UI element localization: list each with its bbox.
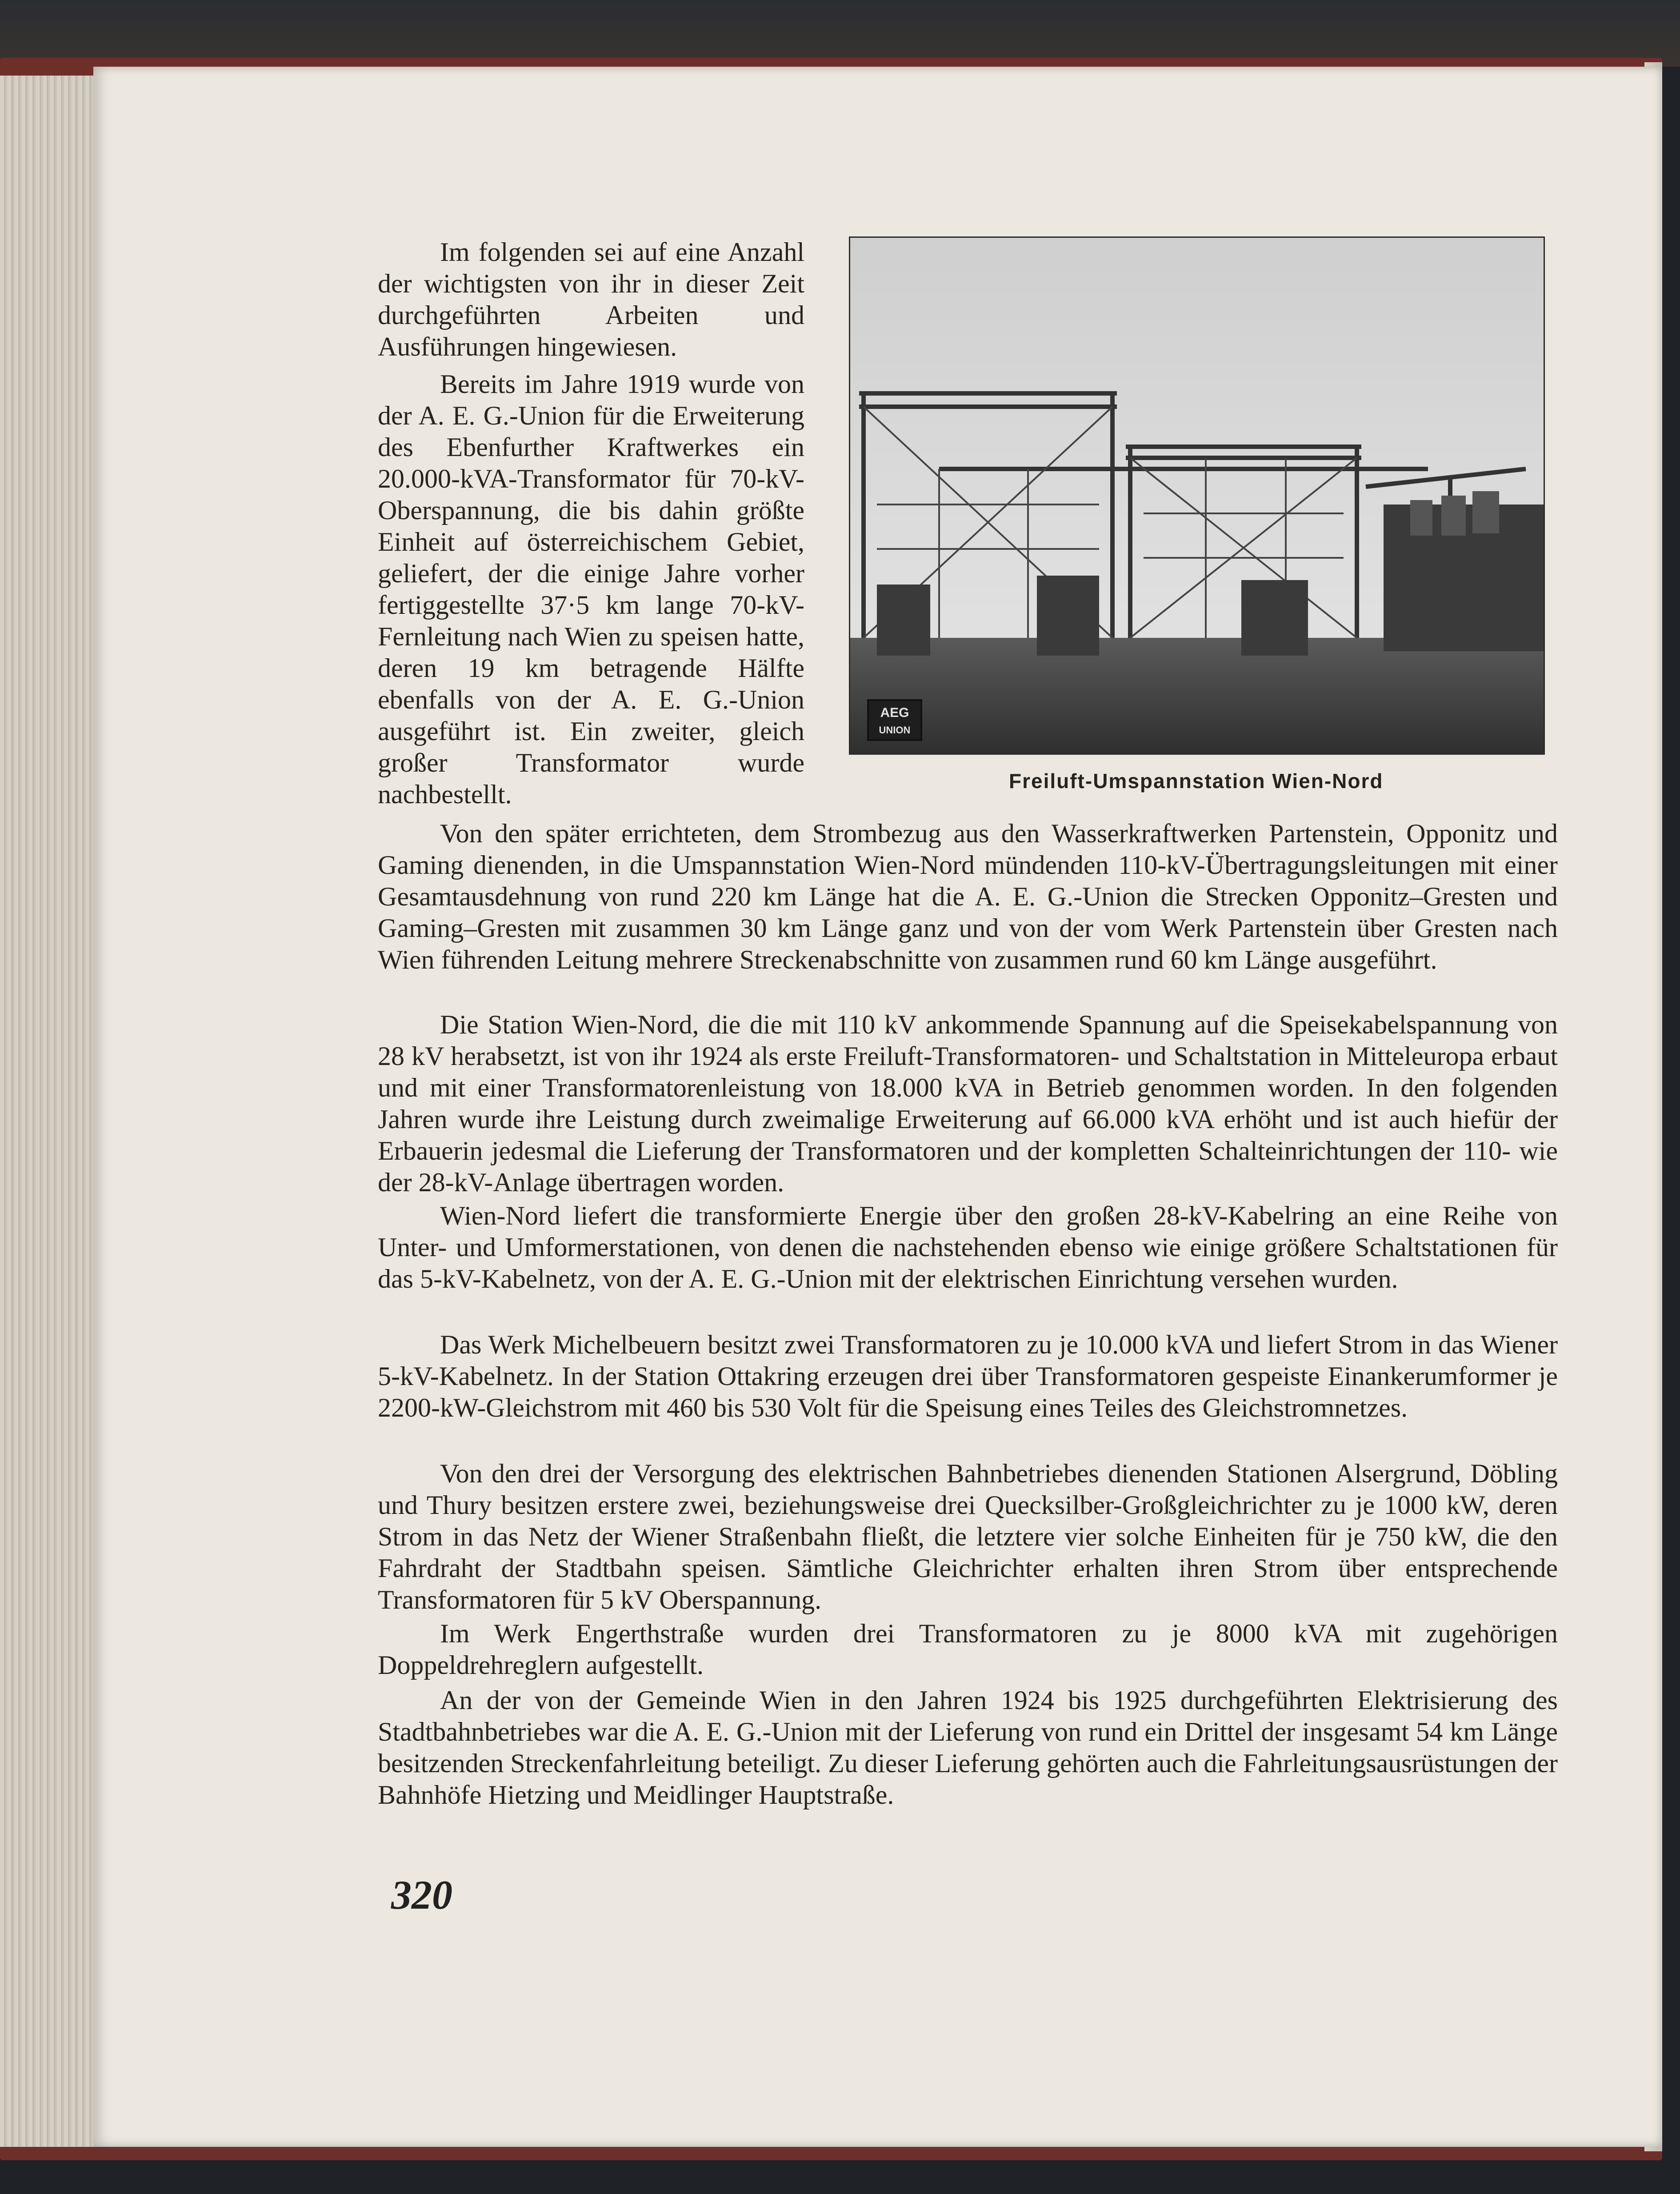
logo-aeg-text: AEG	[880, 705, 909, 720]
paragraph-1: Im folgenden sei auf eine Anzahl der wichtigsten von ihr in dieser Zeit durchgeführten Arbeiten und Ausführungen hingewiesen.	[378, 237, 804, 361]
figure-caption: Freiluft-Umspannstation Wien-Nord	[1009, 769, 1384, 793]
substation-photo	[849, 236, 1545, 755]
paragraph-3: Von den später errichteten, dem Strombezug aus den Wasserkraftwerken Partenstein, Opponitz und Gaming dienenden, in die Umspannstation Wien-Nord mündenden 110-kV-Übertragungsleitungen mit einer Gesamtausdehnung von rund 220 km Länge hat die A. E. G.-Union die Strecken Opponitz–Gresten und Gaming–Gresten mit zusammen 30 km Länge ganz und von der vom Werk Partenstein über Gresten nach Wien führenden Leitung mehrere Streckenabschnitte von zusammen rund 60 km Länge ausgeführt.	[378, 819, 1558, 974]
substation-photo-drawing	[850, 238, 1544, 753]
paragraph-6: Das Werk Michelbeuern besitzt zwei Transformatoren zu je 10.000 kVA und liefert Strom in das Wiener 5-kV-Kabelnetz. In der Station Ottakring erzeugen drei über Transformatoren gespeiste Einankerumformer je 2200-kW-Gleichstrom mit 460 bis 530 Volt für die Speisung eines Teiles des Gleichstromnetzes.	[378, 1330, 1558, 1422]
paragraph-5: Wien-Nord liefert die transformierte Energie über den großen 28-kV-Kabelring an eine Reihe von Unter- und Umformerstationen, von denen die nachstehenden ebenso wie einige größere Schaltstationen für das 5-kV-Kabelnetz, von der A. E. G.-Union mit der elektrischen Einrichtung versehen wurden.	[378, 1201, 1558, 1293]
paragraph-8: Im Werk Engerthstraße wurden drei Transformatoren zu je 8000 kVA mit zugehörigen Doppeldrehreglern aufgestellt.	[378, 1619, 1558, 1680]
paragraph-4: Die Station Wien-Nord, die die mit 110 kV ankommende Spannung auf die Speisekabelspannung von 28 kV herabsetzt, ist von ihr 1924 als erste Freiluft-Transformatoren- und Schaltstation in Mitteleuropa erbaut und mit einer Transformatorenleistung von 18.000 kVA in Betrieb genommen worden. In den folgenden Jahren wurde ihre Leistung durch zweimalige Erweiterung auf 66.000 kVA erhöht und ist auch hiefür der Erbauerin jedesmal die Lieferung der Transformatoren und der kompletten Schalteinrichtungen der 110- wie der 28-kV-Anlage übertragen worden.	[378, 1010, 1558, 1197]
background-top	[0, 0, 1680, 67]
paragraph-2: Bereits im Jahre 1919 wurde von der A. E. G.-Union für die Erweiterung des Ebenfurther Kraftwerkes ein 20.000-kVA-Transformator für 70-kV-Oberspannung, die bis dahin größte Einheit auf österreichischem Gebiet, geliefert, der die einige Jahre vorher fertiggestellte 37·5 km lange 70-kV-Fernleitung nach Wien zu speisen hatte, deren 19 km betragende Hälfte ebenfalls von der A. E. G.-Union ausgeführt ist. Ein zweiter, gleich großer Transformator wurde nachbestellt.	[378, 369, 804, 809]
logo-union-text: UNION	[879, 725, 911, 736]
paragraph-7: Von den drei der Versorgung des elektrischen Bahnbetriebes dienenden Stationen Alsergrund, Döbling und Thury besitzen erstere zwei, beziehungsweise drei Quecksilber-Großgleichrichter zu je 1000 kW, deren Strom in das Netz der Wiener Straßenbahn fließt, die letztere vier solche Einheiten für je 750 kW, die den Fahrdraht der Stadtbahn speisen. Sämtliche Gleichrichter erhalten ihren Strom über entsprechende Transformatoren für 5 kV Oberspannung.	[378, 1459, 1558, 1614]
page-number: 320	[391, 1872, 452, 1918]
page-stack-edge	[0, 76, 102, 2147]
paragraph-9: An der von der Gemeinde Wien in den Jahren 1924 bis 1925 durchgeführten Elektrisierung des Stadtbahnbetriebes war die A. E. G.-Union mit der Lieferung von rund ein Drittel der insgesamt 54 km Länge besitzenden Streckenfahrleitung beteiligt. Zu dieser Lieferung gehörten auch die Fahrleitungsausrüstungen der Bahnhöfe Hietzing und Meidlinger Hauptstraße.	[378, 1686, 1558, 1810]
